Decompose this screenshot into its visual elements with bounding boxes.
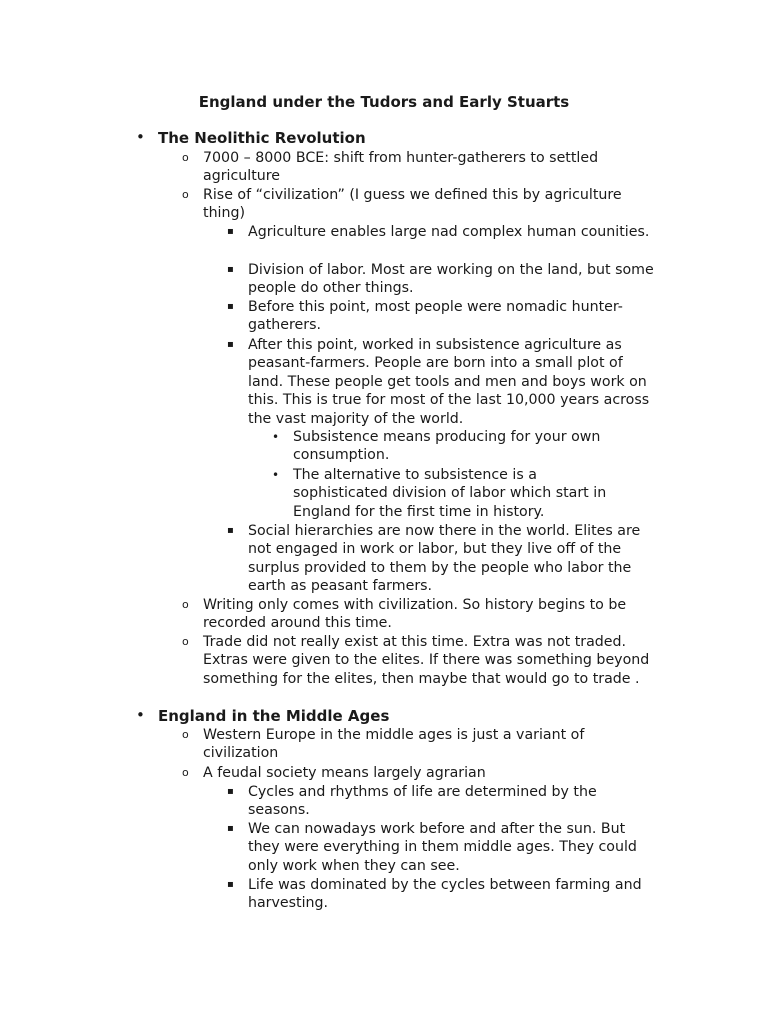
list-item: Division of labor. Most are working on the land, but some people do other things. [248,262,654,297]
bullet-disc: • [136,706,145,724]
bullet-square: ▪ [227,339,234,350]
bullet-square: ▪ [227,226,234,237]
bullet-circle: o [182,635,189,648]
bullet-square: ▪ [227,786,234,797]
section-heading: The Neolithic Revolution [158,129,366,147]
bullet-disc: • [136,128,145,146]
list-item: Subsistence means producing for your own consumption. [293,429,601,464]
list-item: A feudal society means largely agrarian [203,765,486,781]
list-item: Social hierarchies are now there in the world. Elites are not engaged in work or labor, but they live off of the surplus provided to them by the people who labor the earth as peasant farmers. [248,523,641,595]
bullet-circle: o [182,598,189,611]
list-item: Before this point, most people were nomadic hunter-gatherers. [248,299,623,334]
list-item: Cycles and rhythms of life are determined by the seasons. [248,784,597,819]
list-item: Life was dominated by the cycles between farming and harvesting. [248,877,642,912]
bullet-disc: • [272,468,280,482]
list-item: We can nowadays work before and after the sun. But they were everything in them middle ages. They could only work when they can see. [248,821,637,874]
bullet-circle: o [182,151,189,164]
bullet-square: ▪ [227,264,234,275]
list-item: 7000 – 8000 BCE: shift from hunter-gatherers to settled agriculture [203,150,599,185]
bullet-square: ▪ [227,879,234,890]
list-item: Rise of “civilization” (I guess we defined this by agriculture thing) [203,187,622,222]
list-item: Trade did not really exist at this time. Extra was not traded. Extras were given to the elites. If there was something beyond something for the elites, then maybe that would go to trade . [203,634,650,687]
list-item: Western Europe in the middle ages is just a variant of civilization [203,727,585,762]
section-heading: England in the Middle Ages [158,707,390,725]
bullet-circle: o [182,766,189,779]
bullet-circle: o [182,188,189,201]
bullet-circle: o [182,728,189,741]
bullet-square: ▪ [227,301,234,312]
list-item: After this point, worked in subsistence agriculture as peasant-farmers. People are born into a small plot of land. These people get tools and men and boys work on this. This is true for most of the last 10,000 years across the vast majority of the world. [248,337,650,427]
bullet-disc: • [272,430,280,444]
list-item: Agriculture enables large nad complex human counities. [248,224,650,240]
bullet-square: ▪ [227,525,234,536]
document-title: England under the Tudors and Early Stuarts [198,93,570,111]
list-item: Writing only comes with civilization. So history begins to be recorded around this time. [203,597,627,632]
bullet-square: ▪ [227,823,234,834]
list-item: The alternative to subsistence is a sophisticated division of labor which start in England for the first time in history. [293,467,607,520]
